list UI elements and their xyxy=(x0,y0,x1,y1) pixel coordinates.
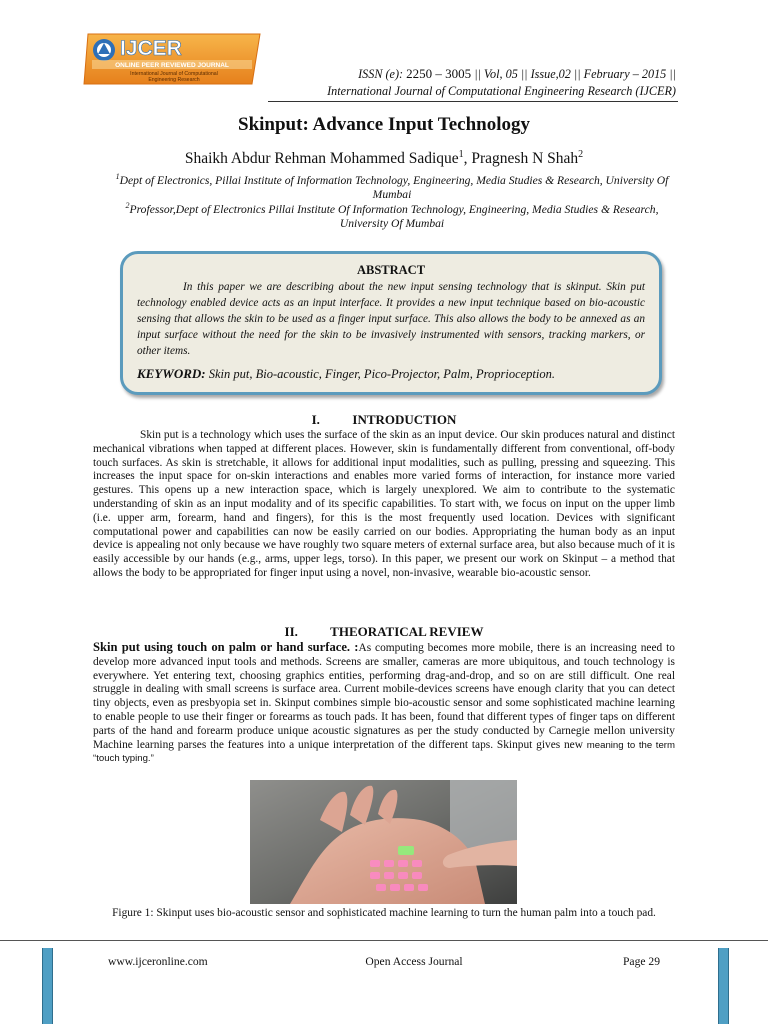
theory-lead: Skin put using touch on palm or hand surface. : xyxy=(93,640,359,654)
intro-paragraph: Skin put is a technology which uses the surface of the skin as an input device. Our skin produces natural and distinct mechanical vibrations when tapped at different places. However, skin is fundamentally different from conventional, off-body touch surfaces. As skin is stretchable, it allows for additional input modalities, such as pulling, pressing and squeezing. This increases the input space for on-skin interactions and enables more varied forms of interaction, for instance more varied gestures. This opens up a new interaction space, which is largely unexplored. We aim to contribute to the systematic understanding of skin as an input modality and of its specific capabilities. To start with, we focus on input on the upper limb (i.e. upper arm, forearm, hand and fingers), for this is the most frequently used location. Devices with significant computational power and capabilities can now be easily carried on our bodies. Appropriating the human body as an input device is appealing not only because we have roughly two square meters of external surface area, but also because much of it is easily accessible by our hands (e.g., arms, upper legs, torso). In this paper, we present our work on Skinput – a method that allows the body to be appropriated for finger input using a novel, non-invasive, wearable bio-acoustic sensor. xyxy=(93,429,675,579)
logo-tagline: ONLINE PEER REVIEWED JOURNAL xyxy=(115,62,229,69)
intro-heading: I. INTRODUCTION xyxy=(311,412,457,427)
affiliation-1-text: Dept of Electronics, Pillai Institute of Information Technology, Engineering, Media Studies & Research, University Of Mumbai xyxy=(119,173,669,202)
author-1-sup: 1 xyxy=(458,149,464,160)
figure-caption: Figure 1: Skinput uses bio-acoustic sensor and sophisticated machine learning to turn the human palm into a touch pad. xyxy=(112,907,656,919)
author-1: Shaikh Abdur Rehman Mohammed Sadique xyxy=(184,150,459,168)
affiliation-1-sup: 1 xyxy=(115,172,120,181)
keyword-label: KEYWORD: xyxy=(137,366,206,381)
projected-keypad xyxy=(370,860,428,891)
footer-bar-left xyxy=(42,948,53,1024)
issn-number: 2250 xyxy=(406,66,433,81)
figure-image xyxy=(250,780,517,904)
keyword-list: Skin put, Bio-acoustic, Finger, Pico-Projector, Palm, Proprioception. xyxy=(205,367,555,381)
journal-name: International Journal of Computational Engineering Research (IJCER) xyxy=(327,84,676,98)
theory-paragraph xyxy=(93,641,675,766)
author-2-sup: 2 xyxy=(578,149,584,160)
author-line xyxy=(80,149,688,168)
logo-subtitle-2: Engineering Research xyxy=(148,77,200,83)
affiliation-2 xyxy=(112,199,672,232)
footer-bar-right xyxy=(718,948,729,1024)
theory-heading: II. THEORATICAL REVIEW xyxy=(284,624,484,639)
logo-graphic xyxy=(82,30,264,88)
abstract-paragraph: In this paper we are describing about the new input sensing technology that is skinput. Skin put technology enabled device acts as an input interface. It provides a new input technique based on bio-acoustic sensing that allows the skin to be used as a finger input surface. This also allows the body to be annexed as an input surface without the need for the skin to be invasively instrumented with sensors, tracking markers, or other items. xyxy=(137,281,645,357)
logo-emblem xyxy=(93,39,115,61)
abstract-text xyxy=(137,279,645,359)
journal-logo xyxy=(82,30,264,88)
issn-prefix: ISSN (e): xyxy=(358,67,407,81)
theory-body: As computing becomes more mobile, there is an increasing need to develop more advanced input tools and methods. Screens are smaller, cameras are more ubiquitous, and touch technology is everywhere. Yet entering text, choosing graphics entities, performing drag-and-drop, and so on are still difficult. One real struggle in dealing with small screens is surface area. Current mobile-devices screens have enough clarity that you can detect tiny objects, even as presbyopia set in. Skinput combines simple bio-acoustic sensor and some sophisticated machine learning to enable people to use their finger or forearms as touch pads. It has been, found that different types of finger taps on different parts of the hand and forearm produce unique acoustic signatures as per the study conducted by Carnegie mellon university Machine learning parses the features into a unique interpretation of the different taps. Skinput gives new xyxy=(93,642,675,751)
header-divider xyxy=(268,101,678,102)
affiliation-2-sup: 2 xyxy=(125,201,130,210)
issn-line xyxy=(250,66,676,82)
author-2: , Pragnesh N Shah xyxy=(463,150,579,168)
footer-website: www.ijceronline.com xyxy=(108,955,208,968)
footer-divider xyxy=(0,940,768,941)
footer-page-number: Page 29 xyxy=(622,955,660,968)
logo-subtitle-1: International Journal of Computational xyxy=(130,71,218,77)
affiliation-2-text: Professor,Dept of Electronics Pillai Institute Of Information Technology, Engineering, Media Studies & Research, University Of Mumbai xyxy=(129,202,659,231)
issn-suffix: 3005 xyxy=(445,66,472,81)
theory-tail: meaning to the term “touch typing.” xyxy=(93,739,675,765)
affiliation-1 xyxy=(112,170,672,203)
issue-meta: || Vol, 05 || Issue,02 || February – 2015 || xyxy=(471,67,676,81)
abstract-heading: ABSTRACT xyxy=(356,263,426,277)
issn-dash: – xyxy=(432,66,446,81)
paper-title: Skinput: Advance Input Technology xyxy=(238,114,530,135)
logo-name: IJCER xyxy=(120,37,182,60)
palm-touchpad-illustration xyxy=(250,780,517,904)
keyword-line xyxy=(137,366,645,382)
footer-journal-type: Open Access Journal xyxy=(365,955,463,968)
